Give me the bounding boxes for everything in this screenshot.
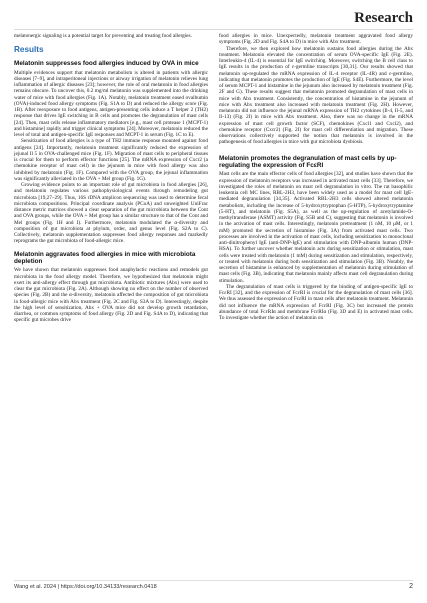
paragraph: The degranulation of mast cells is triggered by the binding of antigen-specific IgE to FcεRI [32], and the expression of FcεRI is crucial for the degranulation of mast cells [36]. We thus assessed the expression of FcεRI in mast cells after melatonin treatment. Melatonin did not influence the mRNA expression of FcεRI (Fig. 3C) but increased the protein abundance of total FcεRIα and membrane FcεRIα (Fig. 3D and E) in activated mast cells. To investigate whether the action of melatonin on: [219, 283, 413, 322]
paragraph: food allergies in mice. Unexpectedly, melatonin treatment aggravated food allergy symptoms (Fig. 2D and Fig. S4A to D) in mice with Abx treatment.: [219, 33, 413, 46]
paragraph: Sensitization of food allergies is a type of TH2 immune response mounted against food antigens [24]. Importantly, melatonin treatment significantly reduced the expression of jejunal Il 5 in OVA-challenged mice (Fig. 1F). Migration of mast cells to peripheral tissues is crucial for them to perform effector functions [25]. The mRNA expression of Cxcr2 (a chemokine receptor of mast cell) in the jejunum in mice with food allergy was also inhibited by melatonin (Fig. 1F). Compared with the OVA group, the jejunal inflammation was significantly alleviated in the OVA + Mel group (Fig. 1G).: [14, 138, 208, 182]
section-heading-melatonin-suppresses: Melatonin suppresses food allergies induced by OVA in mice: [14, 60, 199, 68]
paragraph: Therefore, we then explored how melatonin sustains food allergies during the Abx treatment. Melatonin elevated the concentration of serum OVA-specific IgE (Fig. 2E). Interleukin-4 (IL-4) is essential for IgE switching. Moreover, switching the B cell class to IgE results in the production of ε-germline transcripts [30,31]. Our results showed that melatonin up-regulated the mRNA expression of IL-4 receptor (IL-4R) and ε-germline, indicating that melatonin promotes the production of IgE (Fig. S4E). Furthermore, the level of serum MCPT-1 and histamine in the jejunum also increased by melatonin treatment (Fig. 2F and G). These results suggest that melatonin promoted degranulation of mast cells in mice with Abx treatment. Consistently, the concentration of histamine in the jejunum of mice with Abx treatment also increased with melatonin treatment (Fig. 2H). However, melatonin did not influence the jejunal mRNA expression of TH2 cytokines (Il-4, Il-5, and Il-13) (Fig. 2I) in mice with Abx treatment. Also, there was no change in the mRNA expression of mast cell growth factor (SCF), chemokines (Cxcl1 and Cxcl2), and chemokine receptor (Cxcr2) (Fig. 2I) for mast cell differentiation and migration. These observations collectively supported the notion that melatonin is involved in the pathogenesis of food allergies in mice with gut microbiota dysbiosis.: [219, 45, 413, 146]
journal-title: Research: [354, 10, 413, 26]
results-heading: Results: [14, 45, 44, 55]
citation-link[interactable]: Wang et al. 2024 | https://doi.org/10.34133/research.0418: [14, 584, 157, 590]
paragraph: Multiple evidences support that melatonin metabolism is altered in patients with allergic diseases [7–9], and intraperitoneal injections or airway irrigation of melatonin relieves lung inflammation of allergic diseases [23]; however, the role of oral melatonin in food allergies remains obscure. To uncover this, 0.2 mg/ml melatonin was supplemented into the drinking water of mice with food allergies (Fig. 1A). Notably, melatonin treatment eased ovalbumin (OVA)-induced food allergy symptoms (Fig. S1A to D) and reduced the allergy score (Fig. 1B). After reexposure to food antigens, antigen-presenting cells induce a T helper 2 (TH2) response that drives IgE switching in B cells and promotes the degranulation of mast cells [24]. Then, mast cells release inflammatory mediators [e.g., mast cell protease 1 (MCPT-1) and histamine] rapidly and trigger clinical symptoms [24]. Moreover, melatonin reduced the level of total and antigen-specific IgE responses and MCPT-1 in serum (Fig. 1C to E).: [14, 69, 208, 139]
section-heading-melatonin-aggravates: Melatonin aggravates food allergies in mice with microbiota depletion: [14, 250, 196, 266]
page-number: 2: [409, 583, 413, 590]
header-divider: [14, 29, 413, 30]
paragraph: Mast cells are the main effector cells of food allergies [32], and studies have shown that the expression of melatonin receptors was increased in activated mast cells [33]. Therefore, we investigated the roles of melatonin on mast cell degranulation in vitro. The rat basophilic leukemia cell MC lines, RBL-2H3, have been widely used as a model for mast cell IgE-mediated degranulation [34,35]. Activated RBL-2H3 cells showed altered melatonin metabolism, including the increase of 5-hydroxytryptophan (5-HTP), 5-hydroxytryptamine (5-HT), and melatonin (Fig. S5A), as well as the up-regulation of acetylamide-O-methyltransferase (ASMT) activity (Fig. S5B and C), suggesting that melatonin is involved in the activation of mast cells. Interestingly, melatonin pretreatment (1 nM, 10 μM, or 1 mM) promoted the secretion of histamine (Fig. 3A) from activated mast cells. Two processes are involved in the activation of mast cells, including sensitization to monoclonal anti-dinitrophenyl IgE (anti-DNP-IgE) and stimulation with DNP-albumin human (DNP-HSA). To further uncover whether melatonin acts during sensitization or stimulation, mast cells were treated with melatonin (1 mM) during sensitization and stimulation, respectively, or treated with melatonin during both sensitization and stimulation (Fig. 3B). Notably, the secretion of histamine is enhanced by supplementation of melatonin during stimulation of mast cells (Fig. 3B), indicating that melatonin mainly affects mast cell degranulation during stimulation.: [219, 171, 413, 284]
left-column: [14, 33, 208, 324]
paragraph: Growing evidence points to an important role of gut microbiota in food allergies [26], and melatonin regulates various pathophysiological events through remodeling gut microbiota [19,27–29]. Thus, 16S rDNA amplicon sequencing was used to determine fecal microbiota compositions. Principal coordinate analysis (PCoA) and unweighted UniFrac distance metric matrices showed a clear separation of the gut microbiota between the Cont and OVA groups, while the OVA + Mel group has a similar structure to that of the Cont and Mel groups (Fig. 1H and I). Furthermore, melatonin modulated the α-diversity and composition of gut microbiota at phylum, order, and genus level (Fig. S2A to C). Collectively, melatonin supplementation suppresses food allergy responses and markedly reprograms the gut microbiota of food-allergic mice.: [14, 182, 208, 245]
right-column: [219, 33, 413, 321]
footer-divider: [14, 580, 413, 581]
paragraph: We have shown that melatonin suppresses food anaphylactic reactions and remodels gut microbiota in the food allergy model. Therefore, we hypothesized that melatonin might exert its anti-allergy effect through gut microbiota. Antibiotic mixtures (Abx) were used to clear the gut microbiota (Fig. 2A). Although showing no effect on the number of observed species (Fig. 2B) and the α-diversity, melatonin affected the composition of gut microbiota in food-allergic mice with Abx treatment (Fig. 2C and Fig. S3A to D). Interestingly, despite the high level of sensitization, Abx + OVA mice did not develop growth retardation, diarrhea, or common symptoms of food allergy (Fig. 2D and Fig. S4A to D), indicating that specific gut microbes drive: [14, 267, 208, 324]
section-heading-melatonin-promotes: Melatonin promotes the degranulation of mast cells by up-regulating the expression of FcεRI: [219, 154, 397, 169]
intro-paragraph: melatonergic signaling is a potential target for preventing and treating food allergies.: [14, 33, 192, 39]
